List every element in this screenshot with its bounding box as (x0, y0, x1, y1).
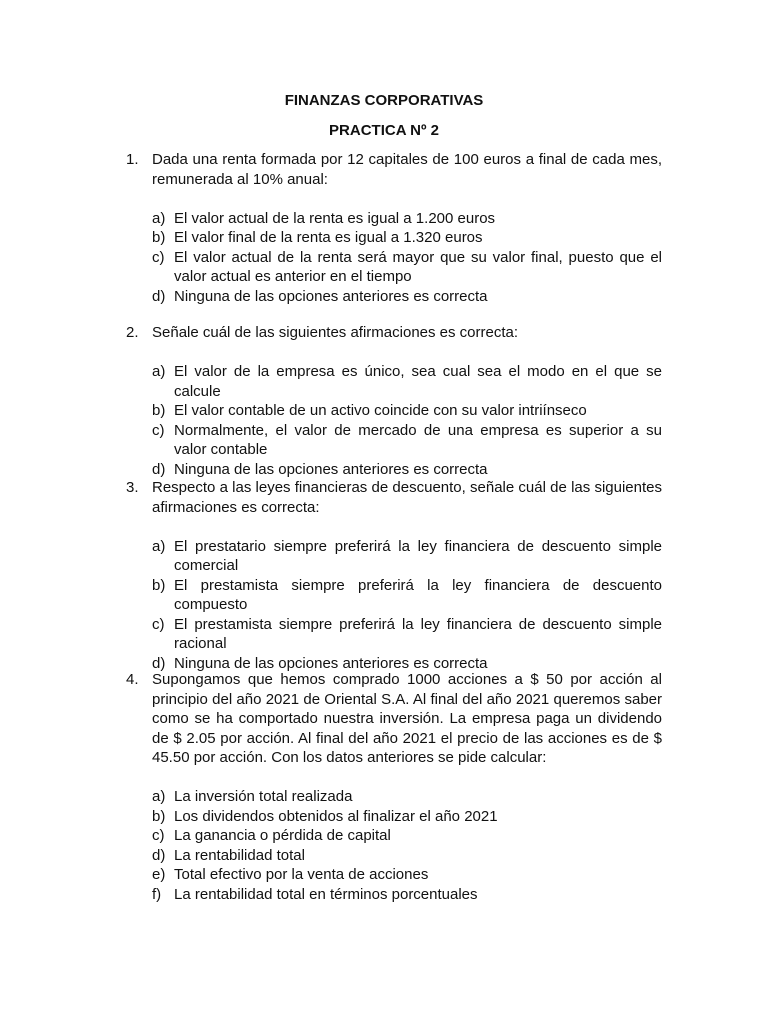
option-item (152, 287, 662, 307)
option-letter: e) (152, 866, 166, 883)
question-number: 2. (126, 324, 139, 341)
option-text: Ninguna de las opciones anteriores es correcta (174, 287, 488, 305)
option-item (152, 787, 662, 807)
option-item (152, 865, 662, 885)
option-item (152, 248, 662, 287)
question-4 (126, 670, 662, 904)
question-text: Respecto a las leyes financieras de descuento, señale cuál de las siguientes afirmaciones es correcta: (152, 479, 662, 516)
option-letter: c) (152, 421, 165, 439)
options-list (152, 209, 662, 307)
option-text: El valor de la empresa es único, sea cual sea el modo en el que se calcule (174, 363, 662, 400)
option-letter: b) (152, 229, 166, 246)
option-item (152, 362, 662, 401)
question-3 (126, 478, 662, 673)
question-1 (126, 150, 662, 306)
option-text: La ganancia o pérdida de capital (174, 827, 391, 844)
option-item (152, 807, 662, 827)
option-letter: d) (152, 460, 166, 478)
question-text: Dada una renta formada por 12 capitales de 100 euros a final de cada mes, remunerada al 10% anual: (152, 151, 662, 188)
option-letter: a) (152, 537, 166, 555)
option-letter: b) (152, 576, 166, 594)
option-item (152, 885, 662, 905)
option-text: La rentabilidad total (174, 846, 305, 864)
option-letter: b) (152, 402, 166, 419)
options-list (152, 787, 662, 904)
option-text: El valor contable de un activo coincide con su valor intriínseco (174, 402, 587, 419)
option-item (152, 460, 662, 480)
document-subtitle: PRACTICA Nº 2 (329, 122, 439, 139)
option-letter: d) (152, 846, 166, 864)
option-letter: a) (152, 788, 166, 805)
option-letter: f) (152, 885, 162, 903)
option-text: El prestamista siempre preferirá la ley financiera de descuento simple racional (174, 615, 662, 652)
option-text: Normalmente, el valor de mercado de una empresa es superior a su valor contable (174, 421, 662, 458)
option-text: El prestatario siempre preferirá la ley financiera de descuento simple comercial (174, 537, 662, 574)
option-text: El valor actual de la renta será mayor que su valor final, puesto que el valor actual es anterior en el tiempo (174, 248, 662, 285)
option-text: Ninguna de las opciones anteriores es correcta (174, 654, 488, 672)
option-item (152, 537, 662, 576)
question-number: 4. (126, 671, 139, 688)
option-letter: a) (152, 209, 166, 227)
option-item (152, 846, 662, 866)
question-2 (126, 323, 662, 479)
option-text: El valor final de la renta es igual a 1.320 euros (174, 229, 483, 246)
option-letter: c) (152, 827, 165, 844)
option-letter: b) (152, 807, 166, 825)
question-text: Supongamos que hemos comprado 1000 acciones a $ 50 por acción al principio del año 2021 de Oriental S.A. Al final del año 2021 queremos saber como se ha comportado nuestra inversión. La empresa paga un dividendo de $ 2.05 por acción. Al final del año 2021 el precio de las acciones es de $ 45.50 por acción. Con los datos anteriores se pide calcular: (152, 671, 662, 766)
option-item (152, 615, 662, 654)
option-text: El valor actual de la renta es igual a 1.200 euros (174, 209, 496, 227)
option-text: Total efectivo por la venta de acciones (174, 866, 429, 883)
question-number: 1. (126, 151, 139, 168)
option-text: La rentabilidad total en términos porcentuales (174, 885, 478, 903)
option-letter: a) (152, 363, 166, 380)
options-list (152, 537, 662, 674)
option-letter: d) (152, 654, 166, 672)
options-list (152, 362, 662, 479)
option-text: Los dividendos obtenidos al finalizar el año 2021 (174, 807, 498, 825)
document-title: FINANZAS CORPORATIVAS (284, 92, 484, 109)
option-text: El prestamista siempre preferirá la ley financiera de descuento compuesto (174, 576, 662, 613)
option-text: La inversión total realizada (174, 788, 353, 805)
option-letter: c) (152, 248, 165, 266)
option-item (152, 576, 662, 615)
option-text: Ninguna de las opciones anteriores es correcta (174, 460, 488, 478)
question-text: Señale cuál de las siguientes afirmaciones es correcta: (152, 324, 519, 341)
option-item (152, 421, 662, 460)
option-item (152, 826, 662, 846)
option-item (152, 209, 662, 229)
question-number: 3. (126, 479, 139, 496)
option-letter: c) (152, 615, 165, 633)
option-letter: d) (152, 287, 166, 305)
option-item (152, 228, 662, 248)
option-item (152, 401, 662, 421)
